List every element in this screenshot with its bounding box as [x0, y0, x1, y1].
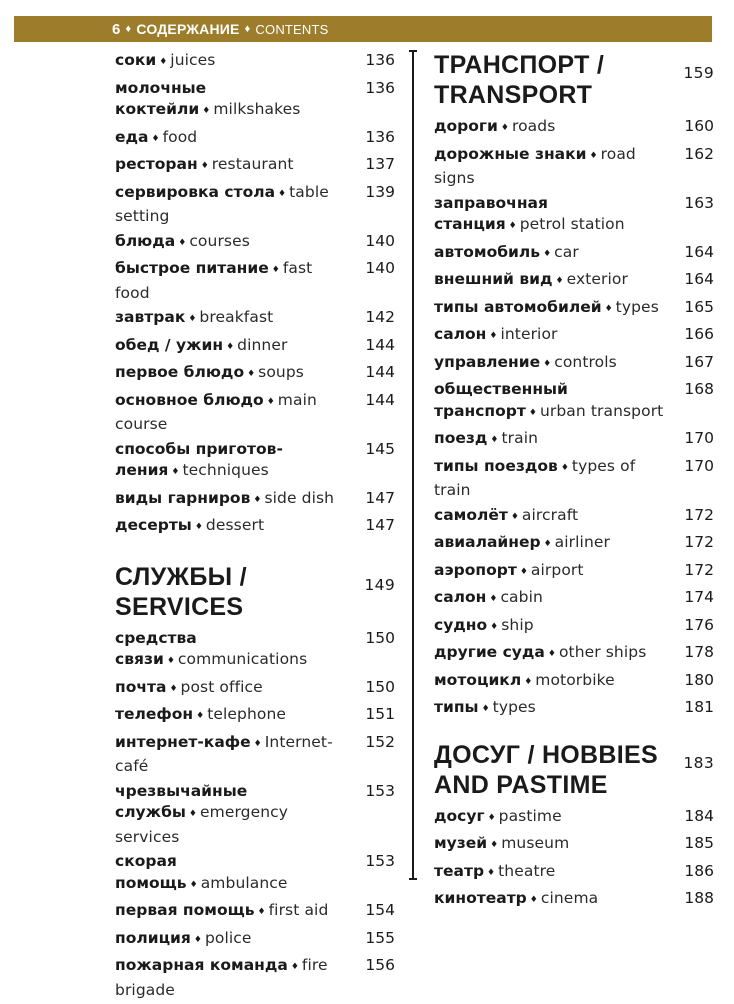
diamond-icon: ♦ — [589, 150, 598, 161]
entry-page: 155 — [365, 928, 395, 947]
entry-page: 151 — [365, 705, 395, 723]
entry-page: 168 — [684, 380, 714, 398]
diamond-icon: ♦ — [188, 314, 197, 324]
diamond-icon: ♦ — [151, 133, 160, 144]
entry-page: 144 — [365, 390, 395, 409]
entry-page: 184 — [684, 806, 714, 825]
entry-ru: самолёт — [434, 505, 508, 524]
entry-en: road signs — [434, 144, 636, 187]
entry-page: 164 — [684, 242, 714, 261]
entry-en: airliner — [554, 533, 610, 551]
entry-en: cabin — [500, 588, 543, 606]
toc-entry[interactable] — [115, 781, 395, 849]
diamond-icon: ♦ — [257, 907, 266, 917]
entry-page: 185 — [684, 834, 714, 852]
section-heading-hobbies[interactable] — [434, 740, 714, 800]
diamond-icon: ♦ — [159, 57, 168, 67]
toc-entry[interactable] — [434, 888, 714, 913]
toc-entry[interactable] — [115, 515, 395, 540]
divider-tick-bottom — [409, 878, 417, 880]
entry-page: 137 — [365, 155, 395, 173]
entry-page: 181 — [684, 698, 714, 716]
entry-ru: интернет-кафе — [115, 732, 251, 751]
diamond-icon: ♦ — [194, 522, 203, 532]
diamond-icon: ♦ — [253, 494, 262, 505]
toc-entry[interactable] — [434, 428, 714, 453]
entry-page: 156 — [365, 956, 395, 974]
entry-page: 147 — [365, 516, 395, 534]
entry-page: 170 — [684, 456, 714, 475]
entry-ru: телефон — [115, 705, 194, 723]
entry-en: food — [162, 127, 198, 146]
entry-ru: почта — [115, 677, 167, 696]
diamond-icon: ♦ — [489, 594, 498, 604]
entry-ru: салон — [434, 588, 487, 606]
transport-section — [434, 50, 714, 722]
entry-ru: способы приготов-ления — [115, 439, 283, 479]
entry-ru: пожарная команда — [115, 956, 288, 974]
diamond-icon: ♦ — [604, 303, 613, 314]
services-section — [115, 562, 395, 1002]
diamond-icon: ♦ — [519, 566, 528, 577]
toc-entry[interactable] — [115, 677, 395, 702]
toc-entry[interactable] — [115, 78, 395, 124]
diamond-icon: ♦ — [247, 369, 256, 379]
page-number: 6 — [112, 20, 121, 38]
section-heading-transport[interactable] — [434, 50, 714, 110]
hobbies-section — [434, 740, 714, 913]
toc-entry[interactable] — [115, 628, 395, 674]
toc-entry[interactable] — [115, 127, 395, 152]
entry-en: car — [554, 242, 579, 261]
entry-ru: первое блюдо — [115, 363, 245, 381]
entry-ru: аэропорт — [434, 560, 517, 579]
entry-en: museum — [501, 834, 570, 852]
diamond-icon: ♦ — [489, 331, 498, 341]
entry-page: 142 — [365, 308, 395, 326]
diamond-icon: ♦ — [178, 237, 187, 248]
toc-entry[interactable] — [115, 362, 395, 387]
entry-en: other ships — [558, 643, 647, 661]
diamond-icon: ♦ — [500, 123, 509, 133]
entry-page: 144 — [365, 363, 395, 381]
diamond-icon: ♦ — [171, 467, 180, 477]
entry-en: techniques — [182, 461, 269, 479]
entry-en: Internet-café — [115, 732, 333, 775]
entry-ru: музей — [434, 834, 488, 852]
toc-entry[interactable] — [434, 642, 714, 667]
entry-en: urban transport — [539, 401, 664, 420]
diamond-icon: ♦ — [543, 539, 552, 549]
entry-ru: управление — [434, 352, 541, 371]
entry-ru: типы — [434, 698, 479, 716]
entry-page: 145 — [365, 439, 395, 458]
toc-entry[interactable] — [115, 50, 395, 75]
diamond-icon: ♦ — [166, 656, 175, 666]
header-separator: ♦ — [244, 23, 251, 35]
entry-page: 140 — [365, 259, 395, 277]
toc-entry[interactable] — [434, 379, 714, 425]
entry-page: 167 — [684, 352, 714, 371]
toc-entry[interactable] — [434, 352, 714, 377]
entry-ru: основное блюдо — [115, 390, 264, 409]
entry-ru: автомобиль — [434, 242, 541, 261]
entry-ru: соки — [115, 51, 157, 69]
section-heading-services[interactable] — [115, 562, 395, 622]
diamond-icon: ♦ — [193, 934, 202, 945]
diamond-icon: ♦ — [528, 407, 537, 418]
entry-page: 162 — [684, 144, 714, 163]
entry-en: theatre — [498, 861, 556, 880]
heading-title: СЛУЖБЫ / SERVICES — [115, 562, 247, 621]
diamond-icon: ♦ — [290, 962, 299, 972]
entry-en: soups — [258, 363, 304, 381]
entry-en: restaurant — [211, 155, 294, 173]
entry-en: cinema — [540, 889, 599, 907]
toc-entry[interactable] — [434, 505, 714, 530]
entry-page: 172 — [684, 560, 714, 579]
heading-title: ДОСУГ / HOBBIES AND PASTIME — [434, 740, 658, 799]
entry-en: juices — [170, 51, 216, 69]
food-section — [115, 50, 395, 540]
right-column — [434, 50, 714, 916]
toc-entry[interactable] — [115, 439, 395, 485]
entry-en: roads — [511, 117, 556, 135]
diamond-icon: ♦ — [271, 265, 280, 275]
toc-entry[interactable] — [115, 182, 395, 228]
entry-ru: кинотеатр — [434, 889, 527, 907]
diamond-icon: ♦ — [481, 704, 490, 714]
entry-page: 188 — [684, 889, 714, 907]
toc-entry[interactable] — [115, 900, 395, 925]
toc-entry[interactable] — [434, 833, 714, 858]
entry-en: courses — [189, 231, 250, 250]
entry-en: side dish — [264, 488, 335, 507]
entry-en: milkshakes — [213, 100, 301, 118]
toc-entry[interactable] — [434, 144, 714, 190]
entry-en: ambulance — [200, 873, 288, 892]
entry-en: ship — [501, 615, 534, 634]
entry-page: 164 — [684, 270, 714, 288]
entry-en: first aid — [268, 901, 329, 919]
toc-entry[interactable] — [434, 269, 714, 294]
entry-ru: типы автомобилей — [434, 297, 602, 316]
entry-page: 180 — [684, 670, 714, 689]
entry-ru: молочные коктейли — [115, 78, 207, 118]
diamond-icon: ♦ — [188, 809, 197, 819]
entry-en: table setting — [115, 182, 329, 225]
entry-page: 172 — [684, 533, 714, 551]
entry-ru: чрезвычайные службы — [115, 781, 248, 821]
entry-ru: блюда — [115, 231, 176, 250]
entry-en: interior — [500, 325, 558, 343]
entry-ru: виды гарниров — [115, 488, 251, 507]
entry-page: 140 — [365, 231, 395, 250]
entry-en: controls — [554, 352, 617, 371]
header-title-ru: СОДЕРЖАНИЕ — [136, 21, 240, 37]
toc-entry[interactable] — [434, 193, 714, 239]
diamond-icon: ♦ — [278, 188, 287, 199]
entry-page: 172 — [684, 505, 714, 524]
toc-entry[interactable] — [434, 806, 714, 831]
entry-ru: судно — [434, 615, 488, 634]
entry-ru: еда — [115, 127, 149, 146]
entry-en: aircraft — [521, 505, 579, 524]
entry-ru: театр — [434, 861, 485, 880]
entry-page: 150 — [365, 628, 395, 647]
entry-en: airport — [530, 560, 584, 579]
entry-en: pastime — [498, 806, 562, 825]
toc-entry[interactable] — [434, 532, 714, 557]
toc-entry[interactable] — [115, 704, 395, 729]
entry-ru: завтрак — [115, 308, 186, 326]
entry-ru: дорожные знаки — [434, 144, 587, 163]
diamond-icon: ♦ — [543, 248, 552, 259]
entry-page: 136 — [365, 127, 395, 146]
diamond-icon: ♦ — [487, 812, 496, 823]
entry-page: 174 — [684, 588, 714, 606]
entry-ru: другие суда — [434, 643, 545, 661]
entry-page: 152 — [365, 732, 395, 751]
diamond-icon: ♦ — [490, 840, 499, 850]
entry-ru: поезд — [434, 429, 488, 447]
entry-page: 150 — [365, 677, 395, 696]
diamond-icon: ♦ — [196, 711, 205, 721]
entry-ru: ресторан — [115, 155, 198, 173]
diamond-icon: ♦ — [200, 161, 209, 171]
entry-ru: общественный транспорт — [434, 380, 568, 420]
entry-page: 178 — [684, 643, 714, 661]
entry-en: train — [501, 429, 539, 447]
entry-page: 153 — [365, 852, 395, 870]
entry-en: types — [615, 297, 659, 316]
entry-en: types — [492, 698, 536, 716]
entry-ru: сервировка стола — [115, 182, 276, 201]
entry-page: 147 — [365, 488, 395, 507]
diamond-icon: ♦ — [508, 221, 517, 231]
toc-entry[interactable] — [434, 116, 714, 141]
entry-page: 154 — [365, 901, 395, 919]
toc-entry[interactable] — [434, 297, 714, 322]
diamond-icon: ♦ — [490, 621, 499, 632]
entry-ru: обед / ужин — [115, 335, 224, 354]
toc-entry[interactable] — [115, 307, 395, 332]
entry-ru: скорая помощь — [115, 852, 187, 892]
entry-page: 186 — [684, 861, 714, 880]
entry-ru: первая помощь — [115, 901, 255, 919]
entry-ru: полиция — [115, 928, 191, 947]
diamond-icon: ♦ — [169, 683, 178, 694]
diamond-icon: ♦ — [490, 435, 499, 445]
entry-ru: мотоцикл — [434, 670, 522, 689]
entry-ru: дороги — [434, 117, 498, 135]
entry-en: breakfast — [199, 308, 274, 326]
diamond-icon: ♦ — [202, 106, 211, 116]
toc-entry[interactable] — [115, 258, 395, 304]
toc-entry[interactable] — [434, 560, 714, 585]
diamond-icon: ♦ — [555, 276, 564, 286]
entry-en: police — [204, 928, 252, 947]
entry-page: 166 — [684, 325, 714, 343]
toc-entry[interactable] — [115, 231, 395, 256]
diamond-icon: ♦ — [524, 676, 533, 687]
entry-ru: типы поездов — [434, 456, 558, 475]
running-header — [14, 16, 712, 42]
entry-en: exterior — [566, 270, 628, 288]
toc-entry[interactable] — [434, 670, 714, 695]
entry-en: petrol station — [519, 215, 625, 233]
entry-page: 163 — [684, 193, 714, 212]
entry-en: types of train — [434, 456, 636, 499]
entry-ru: салон — [434, 325, 487, 343]
toc-entry[interactable] — [115, 928, 395, 953]
toc-entry[interactable] — [434, 697, 714, 722]
header-separator: ♦ — [125, 23, 132, 35]
entry-en: communications — [177, 650, 308, 668]
toc-entry[interactable] — [434, 615, 714, 640]
entry-page: 136 — [365, 78, 395, 97]
diamond-icon: ♦ — [487, 867, 496, 878]
diamond-icon: ♦ — [189, 879, 198, 890]
entry-en: post office — [180, 677, 263, 696]
entry-en: main course — [115, 390, 317, 433]
entry-ru: авиалайнер — [434, 533, 541, 551]
toc-entry[interactable] — [434, 456, 714, 502]
toc-entry[interactable] — [115, 488, 395, 513]
entry-page: 160 — [684, 117, 714, 135]
heading-page: 183 — [683, 753, 714, 772]
toc-entry[interactable] — [434, 242, 714, 267]
toc-entry[interactable] — [115, 390, 395, 436]
toc-entry[interactable] — [115, 154, 395, 179]
entry-en: dinner — [237, 335, 288, 354]
entry-en: fast food — [115, 259, 313, 302]
entry-en: telephone — [207, 705, 287, 723]
entry-page: 176 — [684, 615, 714, 634]
heading-title: ТРАНСПОРТ / TRANSPORT — [434, 51, 605, 109]
entry-page: 136 — [365, 51, 395, 69]
heading-page: 149 — [364, 575, 395, 594]
entry-page: 170 — [684, 429, 714, 447]
entry-en: dessert — [205, 516, 265, 534]
entry-page: 165 — [684, 297, 714, 316]
toc-entry[interactable] — [115, 335, 395, 360]
toc-entry[interactable] — [115, 851, 395, 897]
diamond-icon: ♦ — [266, 396, 275, 407]
entry-ru: средства связи — [115, 628, 197, 668]
diamond-icon: ♦ — [547, 649, 556, 659]
heading-page: 159 — [683, 64, 714, 82]
entry-ru: десерты — [115, 516, 192, 534]
entry-page: 144 — [365, 335, 395, 354]
entry-ru: внешний вид — [434, 270, 553, 288]
diamond-icon: ♦ — [529, 895, 538, 905]
toc-entry[interactable] — [115, 955, 395, 1001]
entry-ru: быстрое питание — [115, 259, 269, 277]
header-title-en: CONTENTS — [255, 21, 329, 37]
divider-tick-top — [409, 50, 417, 52]
toc-entry[interactable] — [434, 587, 714, 612]
left-column — [115, 50, 395, 1004]
entry-page: 139 — [365, 182, 395, 201]
toc-entry[interactable] — [434, 861, 714, 886]
toc-entry[interactable] — [115, 732, 395, 778]
entry-en: emergency services — [115, 803, 289, 846]
diamond-icon: ♦ — [510, 511, 519, 522]
entry-en: motorbike — [535, 670, 615, 689]
diamond-icon: ♦ — [253, 738, 262, 749]
entry-ru: досуг — [434, 806, 485, 825]
entry-ru: заправочная станция — [434, 193, 548, 233]
column-divider — [412, 50, 414, 880]
entry-en: fire brigade — [115, 956, 328, 999]
diamond-icon: ♦ — [560, 462, 569, 473]
entry-page: 153 — [365, 781, 395, 800]
diamond-icon: ♦ — [543, 358, 552, 369]
toc-entry[interactable] — [434, 324, 714, 349]
diamond-icon: ♦ — [226, 341, 235, 352]
